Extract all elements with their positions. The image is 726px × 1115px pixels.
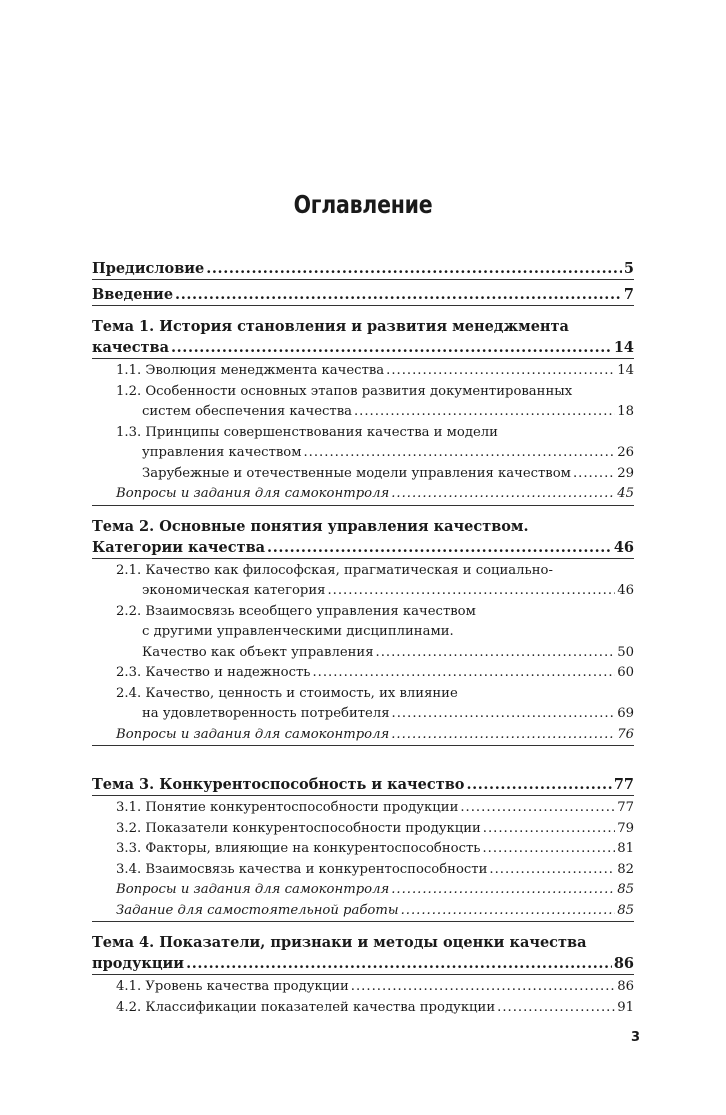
toc-entry-topic-1[interactable] [92,316,634,358]
toc-entry-text: 1.1. Эволюция менеджмента качества [116,363,385,378]
toc-page-number: 60 [617,665,634,680]
table-of-contents [92,258,634,1018]
leader-dots [312,663,615,684]
toc-page-number: 76 [617,726,634,742]
toc-entry-text: Тема 3. Конкурентоспособность и качество [92,776,465,793]
toc-page-number: 26 [617,445,634,460]
toc-entry-text: на удовлетворенность потребителя [142,706,390,721]
toc-entry-text: 3.4. Взаимосвязь качества и конкурентоспособности [116,861,488,877]
toc-page-number: 46 [617,583,634,598]
leader-dots [327,581,615,602]
leader-dots [497,998,615,1019]
toc-entry-text: Вопросы и задания для самоконтроля [116,726,390,742]
toc-entry-1-3-models[interactable] [116,464,634,485]
toc-entry-3-1[interactable] [116,798,634,819]
leader-dots [573,464,615,485]
toc-entry-text: 3.1. Понятие конкурентоспособности продукции [116,800,459,815]
toc-page-number: 86 [617,979,634,994]
toc-entry-text: Тема 4. Показатели, признаки и методы оценки качества [92,934,587,951]
toc-page-number: 45 [617,486,634,501]
toc-entry-3-questions[interactable] [116,880,634,901]
leader-dots [351,977,615,998]
toc-entry-text: 1.2. Особенности основных этапов развития документированных [116,383,573,399]
leader-dots [466,774,611,795]
divider [92,279,634,280]
toc-entry-1-1[interactable] [116,361,634,382]
toc-page-number: 86 [613,955,634,972]
toc-page-number: 14 [617,363,634,378]
leader-dots [460,798,615,819]
toc-entry-2-2[interactable] [116,602,634,664]
leader-dots [483,819,615,840]
toc-entry-text: 3.3. Факторы, влияющие на конкурентоспособность [116,841,481,856]
toc-page-number: 85 [617,902,634,918]
page-number: 3 [630,1030,640,1045]
toc-entry-3-2[interactable] [116,819,634,840]
leader-dots [267,537,612,558]
toc-page-number: 5 [623,260,634,277]
toc-page-number: 50 [617,644,634,660]
leader-dots [376,643,616,664]
toc-entry-text: управления качеством [142,445,302,460]
toc-entry-text: с другими управленческими дисциплинами. [142,624,454,639]
leader-dots [206,258,622,279]
toc-entry-2-1[interactable] [116,561,634,602]
leader-dots [354,402,615,423]
divider [92,795,634,796]
toc-entry-text: систем обеспечения качества [142,404,352,419]
toc-page-number: 79 [617,820,634,836]
divider [92,558,634,559]
leader-dots [391,484,615,505]
toc-entry-text: 4.2. Классификации показателей качества продукции [116,999,496,1015]
toc-entry-text: Тема 1. История становления и развития менеджмента [92,318,569,335]
divider [92,745,634,746]
toc-entry-text: Задание для самостоятельной работы [116,902,399,918]
toc-entry-1-2[interactable] [116,382,634,423]
toc-entry-text: 2.4. Качество, ценность и стоимость, их влияние [116,685,458,701]
divider [92,974,634,975]
leader-dots [175,284,622,305]
toc-entry-introduction[interactable] [92,284,634,305]
leader-dots [391,725,615,746]
divider [92,921,634,922]
leader-dots [186,953,612,974]
divider [92,305,634,306]
toc-entry-text: Качество как объект управления [142,644,374,660]
toc-entry-text: качества [92,339,169,356]
toc-entry-text: Вопросы и задания для самоконтроля [116,486,390,501]
leader-dots [171,337,612,358]
leader-dots [303,443,615,464]
toc-entry-2-4[interactable] [116,684,634,725]
toc-entry-text: Тема 2. Основные понятия управления качеством. [92,517,529,535]
toc-entry-topic-2[interactable] [92,516,634,558]
toc-entry-text: Введение [92,286,174,303]
page-title: Оглавление [293,190,433,219]
toc-page-number: 7 [623,286,634,303]
toc-entry-2-3[interactable] [116,663,634,684]
toc-page-number: 82 [617,861,634,877]
leader-dots [386,361,615,382]
toc-page-number: 18 [617,404,634,419]
toc-entry-text: экономическая категория [142,583,326,598]
toc-page-number: 29 [617,465,634,481]
divider [92,358,634,359]
toc-entry-text: Вопросы и задания для самоконтроля [116,882,390,897]
toc-entry-text: 2.1. Качество как философская, прагматическая и социально- [116,562,553,578]
toc-page-number: 91 [617,999,634,1015]
toc-entry-text: 2.2. Взаимосвязь всеобщего управления качеством [116,603,476,619]
toc-page-number: 81 [617,841,634,856]
toc-entry-1-3[interactable] [116,423,634,464]
toc-page-number: 69 [617,706,634,721]
toc-entry-topic-4[interactable] [92,932,634,974]
leader-dots [401,901,616,922]
toc-entry-text: 4.1. Уровень качества продукции [116,979,349,994]
toc-page-number: 85 [617,882,634,897]
toc-entry-4-2[interactable] [116,998,634,1019]
leader-dots [392,704,616,725]
toc-page-number: 46 [613,538,634,556]
toc-page-number: 77 [617,800,634,815]
toc-entry-text: 2.3. Качество и надежность [116,665,311,680]
divider [92,505,634,506]
toc-entry-3-4[interactable] [116,860,634,881]
toc-entry-preface[interactable] [92,258,634,279]
toc-entry-3-3[interactable] [116,839,634,860]
toc-entry-text: продукции [92,955,185,972]
toc-entry-1-questions[interactable] [116,484,634,505]
toc-entry-text: Предисловие [92,260,205,277]
toc-entry-text: Зарубежные и отечественные модели управления качеством [142,465,571,481]
toc-entry-2-questions[interactable] [116,725,634,746]
toc-entry-text: 3.2. Показатели конкурентоспособности продукции [116,820,481,836]
toc-page-number: 77 [613,776,634,793]
leader-dots [489,860,615,881]
toc-entry-topic-3[interactable] [92,774,634,795]
leader-dots [391,880,615,901]
toc-page-number: 14 [613,339,634,356]
toc-entry-text: Категории качества [92,538,266,556]
toc-entry-3-assignment[interactable] [116,901,634,922]
toc-entry-text: 1.3. Принципы совершенствования качества и модели [116,424,498,440]
toc-entry-4-1[interactable] [116,977,634,998]
leader-dots [482,839,615,860]
